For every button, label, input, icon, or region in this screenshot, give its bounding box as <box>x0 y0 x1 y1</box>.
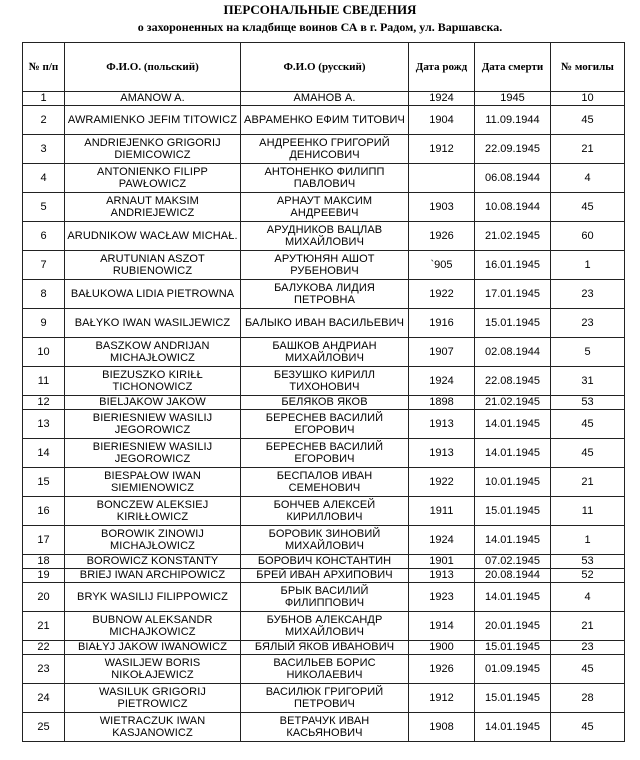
cell-number: 18 <box>23 555 65 569</box>
cell-grave-number: 52 <box>551 569 625 583</box>
cell-name-russian: БАЛУКОВА ЛИДИЯ ПЕТРОВНА <box>241 280 409 309</box>
cell-number: 20 <box>23 583 65 612</box>
cell-death-date: 14.01.1945 <box>475 410 551 439</box>
column-header-death-date: Дата смерти <box>475 43 551 92</box>
cell-grave-number: 1 <box>551 251 625 280</box>
cell-death-date: 01.09.1945 <box>475 655 551 684</box>
cell-death-date: 15.01.1945 <box>475 641 551 655</box>
table-row <box>23 655 625 684</box>
cell-name-russian: БРЕЙ ИВАН АРХИПОВИЧ <box>241 569 409 583</box>
cell-birth-date: 1900 <box>409 641 475 655</box>
cell-birth-date: 1901 <box>409 555 475 569</box>
table-row <box>23 612 625 641</box>
cell-number: 14 <box>23 439 65 468</box>
cell-grave-number: 21 <box>551 612 625 641</box>
table-row <box>23 410 625 439</box>
cell-number: 15 <box>23 468 65 497</box>
cell-number: 23 <box>23 655 65 684</box>
cell-name-russian: БАЛЫКО ИВАН ВАСИЛЬЕВИЧ <box>241 309 409 338</box>
cell-death-date: 06.08.1944 <box>475 164 551 193</box>
cell-name-polish: BASZKOW ANDRIJAN MICHAJŁOWICZ <box>65 338 241 367</box>
cell-birth-date: 1916 <box>409 309 475 338</box>
cell-name-polish: ARNAUT MAKSIM ANDRIEJEWICZ <box>65 193 241 222</box>
table-row <box>23 106 625 135</box>
cell-number: 17 <box>23 526 65 555</box>
cell-birth-date: 1922 <box>409 280 475 309</box>
cell-name-russian: АНТОНЕНКО ФИЛИПП ПАВЛОВИЧ <box>241 164 409 193</box>
cell-birth-date: 1908 <box>409 713 475 742</box>
cell-name-polish: BIESPAŁOW IWAN SIEMIENOWICZ <box>65 468 241 497</box>
cell-name-polish: ARUTUNIAN ASZOT RUBIENOWICZ <box>65 251 241 280</box>
cell-birth-date: 1914 <box>409 612 475 641</box>
cell-name-polish: WASILJEW BORIS NIKOŁAJEWICZ <box>65 655 241 684</box>
cell-name-polish: ANDRIEJENKO GRIGORIJ DIEMICOWICZ <box>65 135 241 164</box>
cell-name-polish: BRIEJ IWAN ARCHIPOWICZ <box>65 569 241 583</box>
cell-death-date: 14.01.1945 <box>475 526 551 555</box>
cell-name-polish: BIAŁYJ JAKOW IWANOWICZ <box>65 641 241 655</box>
cell-number: 12 <box>23 396 65 410</box>
cell-birth-date: 1898 <box>409 396 475 410</box>
cell-birth-date <box>409 164 475 193</box>
cell-name-polish: BAŁUKOWA LIDIA PIETROWNA <box>65 280 241 309</box>
table-row <box>23 164 625 193</box>
table-row <box>23 526 625 555</box>
cell-grave-number: 45 <box>551 655 625 684</box>
cell-birth-date: `905 <box>409 251 475 280</box>
table-row <box>23 468 625 497</box>
table-row <box>23 92 625 106</box>
cell-name-russian: БЕЗУШКО КИРИЛЛ ТИХОНОВИЧ <box>241 367 409 396</box>
cell-grave-number: 4 <box>551 583 625 612</box>
cell-grave-number: 4 <box>551 164 625 193</box>
cell-grave-number: 60 <box>551 222 625 251</box>
table-row <box>23 583 625 612</box>
cell-grave-number: 28 <box>551 684 625 713</box>
table-header-row <box>23 43 625 92</box>
column-header-num: № п/п <box>23 43 65 92</box>
cell-name-polish: BAŁYKO IWAN WASILJEWICZ <box>65 309 241 338</box>
table-row <box>23 367 625 396</box>
cell-birth-date: 1922 <box>409 468 475 497</box>
cell-name-polish: BIELJAKOW JAKOW <box>65 396 241 410</box>
cell-death-date: 1945 <box>475 92 551 106</box>
cell-birth-date: 1924 <box>409 526 475 555</box>
cell-birth-date: 1911 <box>409 497 475 526</box>
cell-birth-date: 1903 <box>409 193 475 222</box>
cell-number: 7 <box>23 251 65 280</box>
table-body <box>23 92 625 742</box>
cell-grave-number: 53 <box>551 555 625 569</box>
table-row <box>23 713 625 742</box>
cell-death-date: 10.08.1944 <box>475 193 551 222</box>
cell-number: 10 <box>23 338 65 367</box>
cell-name-russian: АРУТЮНЯН АШОТ РУБЕНОВИЧ <box>241 251 409 280</box>
cell-name-russian: БЕСПАЛОВ ИВАН СЕМЕНОВИЧ <box>241 468 409 497</box>
cell-name-russian: БЕРЕСНЕВ ВАСИЛИЙ ЕГОРОВИЧ <box>241 410 409 439</box>
cell-birth-date: 1926 <box>409 222 475 251</box>
cell-death-date: 14.01.1945 <box>475 583 551 612</box>
cell-name-russian: БОНЧЕВ АЛЕКСЕЙ КИРИЛЛОВИЧ <box>241 497 409 526</box>
cell-number: 6 <box>23 222 65 251</box>
cell-grave-number: 31 <box>551 367 625 396</box>
cell-death-date: 15.01.1945 <box>475 309 551 338</box>
cell-birth-date: 1913 <box>409 410 475 439</box>
cell-grave-number: 45 <box>551 410 625 439</box>
cell-name-russian: БЕЛЯКОВ ЯКОВ <box>241 396 409 410</box>
cell-birth-date: 1912 <box>409 135 475 164</box>
table-row <box>23 280 625 309</box>
cell-number: 16 <box>23 497 65 526</box>
cell-death-date: 17.01.1945 <box>475 280 551 309</box>
column-header-birth-date: Дата рожд <box>409 43 475 92</box>
cell-death-date: 11.09.1944 <box>475 106 551 135</box>
cell-death-date: 14.01.1945 <box>475 439 551 468</box>
cell-birth-date: 1926 <box>409 655 475 684</box>
cell-name-russian: ВАСИЛЬЕВ БОРИС НИКОЛАЕВИЧ <box>241 655 409 684</box>
table-row <box>23 251 625 280</box>
cell-name-russian: БЯЛЫЙ ЯКОВ ИВАНОВИЧ <box>241 641 409 655</box>
table-row <box>23 396 625 410</box>
cell-number: 21 <box>23 612 65 641</box>
cell-name-russian: ВАСИЛЮК ГРИГОРИЙ ПЕТРОВИЧ <box>241 684 409 713</box>
cell-name-polish: AWRAMIENKO JEFIM TITOWICZ <box>65 106 241 135</box>
document-header <box>0 2 640 36</box>
cell-name-polish: BIEZUSZKO KIRIŁŁ TICHONOWICZ <box>65 367 241 396</box>
cell-number: 13 <box>23 410 65 439</box>
document-title: ПЕРСОНАЛЬНЫЕ СВЕДЕНИЯ <box>223 2 417 17</box>
cell-birth-date: 1907 <box>409 338 475 367</box>
cell-birth-date: 1924 <box>409 367 475 396</box>
document-subtitle: о захороненных на кладбище воинов СА в г. Радом, ул. Варшавска. <box>137 20 503 34</box>
cell-name-polish: ARUDNIKOW WACŁAW MICHAŁ. <box>65 222 241 251</box>
cell-grave-number: 21 <box>551 135 625 164</box>
column-header-grave-number: № могилы <box>551 43 625 92</box>
cell-grave-number: 45 <box>551 193 625 222</box>
table-row <box>23 309 625 338</box>
table-row <box>23 193 625 222</box>
cell-name-polish: BUBNOW ALEKSANDR MICHAJKOWICZ <box>65 612 241 641</box>
cell-number: 9 <box>23 309 65 338</box>
cell-name-polish: BIERIESNIEW WASILIJ JEGOROWICZ <box>65 410 241 439</box>
cell-name-polish: BONCZEW ALEKSIEJ KIRIŁŁOWICZ <box>65 497 241 526</box>
cell-number: 22 <box>23 641 65 655</box>
table-row <box>23 222 625 251</box>
burial-records-table <box>22 42 625 742</box>
cell-name-russian: БУБНОВ АЛЕКСАНДР МИХАЙЛОВИЧ <box>241 612 409 641</box>
cell-death-date: 21.02.1945 <box>475 396 551 410</box>
cell-grave-number: 53 <box>551 396 625 410</box>
table-row <box>23 497 625 526</box>
cell-birth-date: 1923 <box>409 583 475 612</box>
table-row <box>23 641 625 655</box>
cell-name-russian: БОРОВИЧ КОНСТАНТИН <box>241 555 409 569</box>
cell-number: 11 <box>23 367 65 396</box>
cell-death-date: 22.09.1945 <box>475 135 551 164</box>
cell-death-date: 10.01.1945 <box>475 468 551 497</box>
table-row <box>23 684 625 713</box>
cell-death-date: 02.08.1944 <box>475 338 551 367</box>
cell-name-polish: BOROWICZ KONSTANTY <box>65 555 241 569</box>
cell-number: 2 <box>23 106 65 135</box>
table-row <box>23 439 625 468</box>
cell-birth-date: 1924 <box>409 92 475 106</box>
cell-birth-date: 1913 <box>409 439 475 468</box>
cell-birth-date: 1912 <box>409 684 475 713</box>
cell-death-date: 14.01.1945 <box>475 713 551 742</box>
cell-grave-number: 11 <box>551 497 625 526</box>
column-header-name-polish: Ф.И.О. (польский) <box>65 43 241 92</box>
cell-name-russian: БРЫК ВАСИЛИЙ ФИЛИППОВИЧ <box>241 583 409 612</box>
cell-name-russian: АРНАУТ МАКСИМ АНДРЕЕВИЧ <box>241 193 409 222</box>
cell-grave-number: 5 <box>551 338 625 367</box>
table-row <box>23 569 625 583</box>
cell-death-date: 20.01.1945 <box>475 612 551 641</box>
cell-name-russian: БОРОВИК ЗИНОВИЙ МИХАЙЛОВИЧ <box>241 526 409 555</box>
cell-grave-number: 45 <box>551 439 625 468</box>
cell-death-date: 15.01.1945 <box>475 684 551 713</box>
cell-grave-number: 23 <box>551 309 625 338</box>
cell-name-polish: WIETRACZUK IWAN KASJANOWICZ <box>65 713 241 742</box>
cell-death-date: 15.01.1945 <box>475 497 551 526</box>
cell-name-russian: АРУДНИКОВ ВАЦЛАВ МИХАЙЛОВИЧ <box>241 222 409 251</box>
cell-death-date: 07.02.1945 <box>475 555 551 569</box>
cell-number: 8 <box>23 280 65 309</box>
cell-name-polish: BIERIESNIEW WASILIJ JEGOROWICZ <box>65 439 241 468</box>
table-row <box>23 338 625 367</box>
cell-name-polish: ANTONIENKO FILIPP PAWŁOWICZ <box>65 164 241 193</box>
cell-number: 19 <box>23 569 65 583</box>
cell-number: 4 <box>23 164 65 193</box>
cell-death-date: 21.02.1945 <box>475 222 551 251</box>
cell-grave-number: 1 <box>551 526 625 555</box>
cell-name-polish: BOROWIK ZINOWIJ MICHAJŁOWICZ <box>65 526 241 555</box>
cell-name-russian: АВРАМЕНКО ЕФИМ ТИТОВИЧ <box>241 106 409 135</box>
cell-name-russian: БЕРЕСНЕВ ВАСИЛИЙ ЕГОРОВИЧ <box>241 439 409 468</box>
cell-number: 25 <box>23 713 65 742</box>
table-row <box>23 555 625 569</box>
cell-name-russian: БАШКОВ АНДРИАН МИХАЙЛОВИЧ <box>241 338 409 367</box>
column-header-name-russian: Ф.И.О (русский) <box>241 43 409 92</box>
cell-name-polish: WASILUK GRIGORIJ PIETROWICZ <box>65 684 241 713</box>
cell-number: 5 <box>23 193 65 222</box>
cell-grave-number: 45 <box>551 106 625 135</box>
cell-name-polish: AMANOW A. <box>65 92 241 106</box>
cell-death-date: 20.08.1944 <box>475 569 551 583</box>
cell-birth-date: 1913 <box>409 569 475 583</box>
cell-death-date: 16.01.1945 <box>475 251 551 280</box>
cell-grave-number: 23 <box>551 280 625 309</box>
cell-grave-number: 45 <box>551 713 625 742</box>
cell-name-russian: АМАНОВ А. <box>241 92 409 106</box>
cell-death-date: 22.08.1945 <box>475 367 551 396</box>
cell-number: 1 <box>23 92 65 106</box>
cell-name-russian: ВЕТРАЧУК ИВАН КАСЬЯНОВИЧ <box>241 713 409 742</box>
cell-name-russian: АНДРЕЕНКО ГРИГОРИЙ ДЕНИСОВИЧ <box>241 135 409 164</box>
cell-birth-date: 1904 <box>409 106 475 135</box>
table-row <box>23 135 625 164</box>
cell-grave-number: 21 <box>551 468 625 497</box>
cell-number: 3 <box>23 135 65 164</box>
cell-number: 24 <box>23 684 65 713</box>
cell-name-polish: BRYK WASILIJ FILIPPOWICZ <box>65 583 241 612</box>
cell-grave-number: 23 <box>551 641 625 655</box>
cell-grave-number: 10 <box>551 92 625 106</box>
